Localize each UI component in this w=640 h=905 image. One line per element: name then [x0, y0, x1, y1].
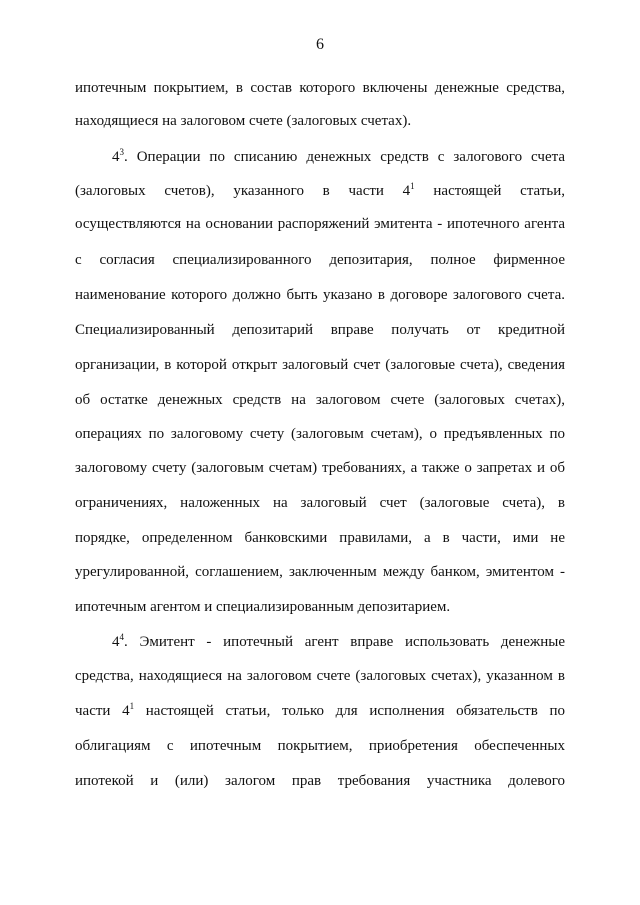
text-line: ипотекой и (или) залогом прав требования участника долевого	[75, 773, 565, 789]
text-fragment: (залоговых счетов), указанного в части 4	[75, 183, 411, 199]
page-number: 6	[316, 36, 324, 53]
text-fragment: настоящей статьи, только для исполнения обязательств по	[145, 703, 566, 719]
text-line: организации, в которой открыт залоговый счет (залоговые счета), сведения	[75, 357, 565, 373]
superscript: 1	[410, 181, 415, 191]
text-fragment: Операции по списанию денежных средств с залогового счета	[136, 149, 565, 165]
text-line: Специализированный депозитарий вправе получать от кредитной	[75, 322, 565, 338]
text-line	[75, 181, 565, 201]
superscript: 1	[129, 701, 135, 711]
text-line: урегулированной, соглашением, заключенным между банком, эмитентом -	[75, 564, 565, 580]
text-line: с согласия специализированного депозитария, полное фирменное	[75, 252, 565, 268]
text-line: залоговому счету (залоговым счетам) требованиях, а также о запретах и об	[75, 460, 565, 476]
text-line: операциях по залоговому счету (залоговым счетам), о предъявленных по	[75, 426, 565, 442]
text-line: ипотечным агентом и специализированным депозитарием.	[75, 599, 451, 615]
text-line: находящиеся на залоговом счете (залоговых счетах).	[75, 113, 412, 129]
text-line: порядке, определенном банковскими правилами, а в части, ими не	[75, 530, 565, 546]
superscript: 3	[119, 147, 124, 157]
text-fragment: Эмитент - ипотечный агент вправе использовать денежные	[139, 634, 565, 650]
paragraph-start: $4^3$. Операции по списанию денежных средств с залогового счета	[112, 147, 565, 165]
paragraph-start: $4^4$. Эмитент - ипотечный агент вправе использовать денежные	[112, 632, 565, 650]
text-fragment: части 4	[75, 703, 130, 719]
text-line: облигациям с ипотечным покрытием, приобретения обеспеченных	[75, 738, 565, 754]
text-line: средства, находящиеся на залоговом счете (залоговых счетах), указанном в	[75, 668, 565, 684]
text-line	[75, 701, 565, 721]
text-line: об остатке денежных средств на залоговом счете (залоговых счетах),	[75, 392, 565, 408]
text-line: ограничениях, наложенных на залоговый счет (залоговые счета), в	[75, 495, 565, 511]
paragraph-number: 4	[112, 149, 120, 165]
text-line: осуществляются на основании распоряжений эмитента - ипотечного агента	[75, 216, 565, 232]
text-line: ипотечным покрытием, в состав которого включены денежные средства,	[75, 80, 565, 96]
superscript: 4	[119, 632, 124, 642]
text-line: наименование которого должно быть указано в договоре залогового счета.	[75, 287, 565, 303]
paragraph-number: 4	[112, 634, 120, 650]
text-fragment: настоящей статьи,	[433, 183, 566, 199]
